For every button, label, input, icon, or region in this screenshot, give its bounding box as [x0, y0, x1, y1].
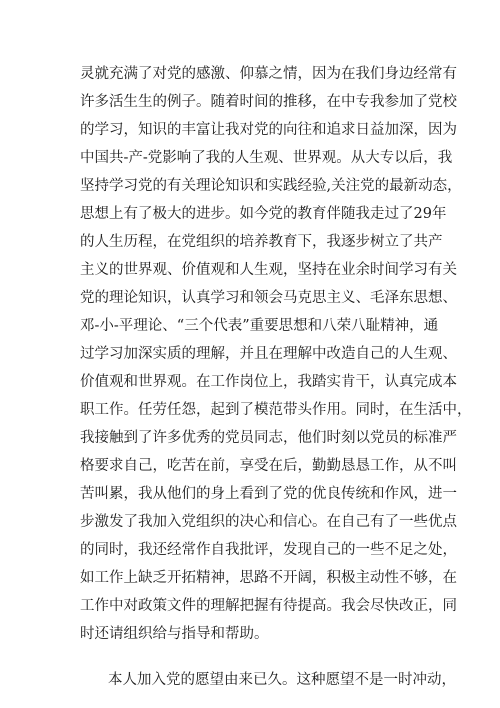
text-line: 格要求自己，吃苦在前，享受在后，勤勤恳恳工作，从不叫	[80, 458, 457, 474]
text-line: 本人加入党的愿望由来已久。这种愿望不是一时冲动，	[108, 672, 456, 688]
text-line: 步激发了我加入党组织的决心和信心。在自己有了一些优点	[80, 514, 457, 530]
text-line: 如工作上缺乏开拓精神，思路不开阔，积极主动性不够，在	[80, 570, 457, 586]
text-line: 过学习加深实质的理解，并且在理解中改造自己的人生观、	[80, 346, 457, 362]
text-line: 工作中对政策文件的理解把握有待提高。我会尽快改正，同	[80, 598, 457, 614]
text-line: 主义的世界观、价值观和人生观，坚持在业余时间学习有关	[80, 262, 457, 278]
text-line: 的学习，知识的丰富让我对党的向往和追求日益加深，因为	[80, 122, 457, 138]
text-line: 价值观和世界观。在工作岗位上，我踏实肯干，认真完成本	[80, 374, 457, 390]
text-line: 坚持学习党的有关理论知识和实践经验,关注党的最新动态，	[80, 178, 462, 194]
text-line: 苦叫累，我从他们的身上看到了党的优良传统和作风，进一	[80, 486, 457, 502]
text-line: 的人生历程，在党组织的培养教育下，我逐步树立了共产	[80, 234, 443, 250]
text-line: 中国共-产-党影响了我的人生观、世界观。从大专以后，我	[80, 150, 453, 166]
text-line: 邓-小-平理论、“三个代表”重要思想和八荣八耻精神，通	[80, 318, 439, 334]
text-line: 的同时，我还经常作自我批评，发现自己的一些不足之处，	[80, 542, 457, 558]
text-line: 我接触到了许多优秀的党员同志，他们时刻以党员的标准严	[80, 430, 457, 446]
body-text	[80, 60, 472, 694]
text-line: 党的理论知识，认真学习和领会马克思主义、毛泽东思想、	[80, 290, 457, 306]
paragraph-gap	[80, 648, 432, 666]
text-line: 思想上有了极大的进步。如今党的教育伴随我走过了29年	[80, 206, 447, 222]
paragraph-2	[80, 666, 456, 694]
text-line: 时还请组织给与指导和帮助。	[80, 626, 269, 642]
text-line: 许多活生生的例子。随着时间的推移，在中专我参加了党校	[80, 94, 457, 110]
text-line: 灵就充满了对党的感激、仰慕之情，因为在我们身边经常有	[80, 66, 457, 82]
text-line: 职工作。任劳任怨，起到了模范带头作用。同时，在生活中，	[80, 402, 472, 418]
paragraph-1	[80, 60, 472, 648]
